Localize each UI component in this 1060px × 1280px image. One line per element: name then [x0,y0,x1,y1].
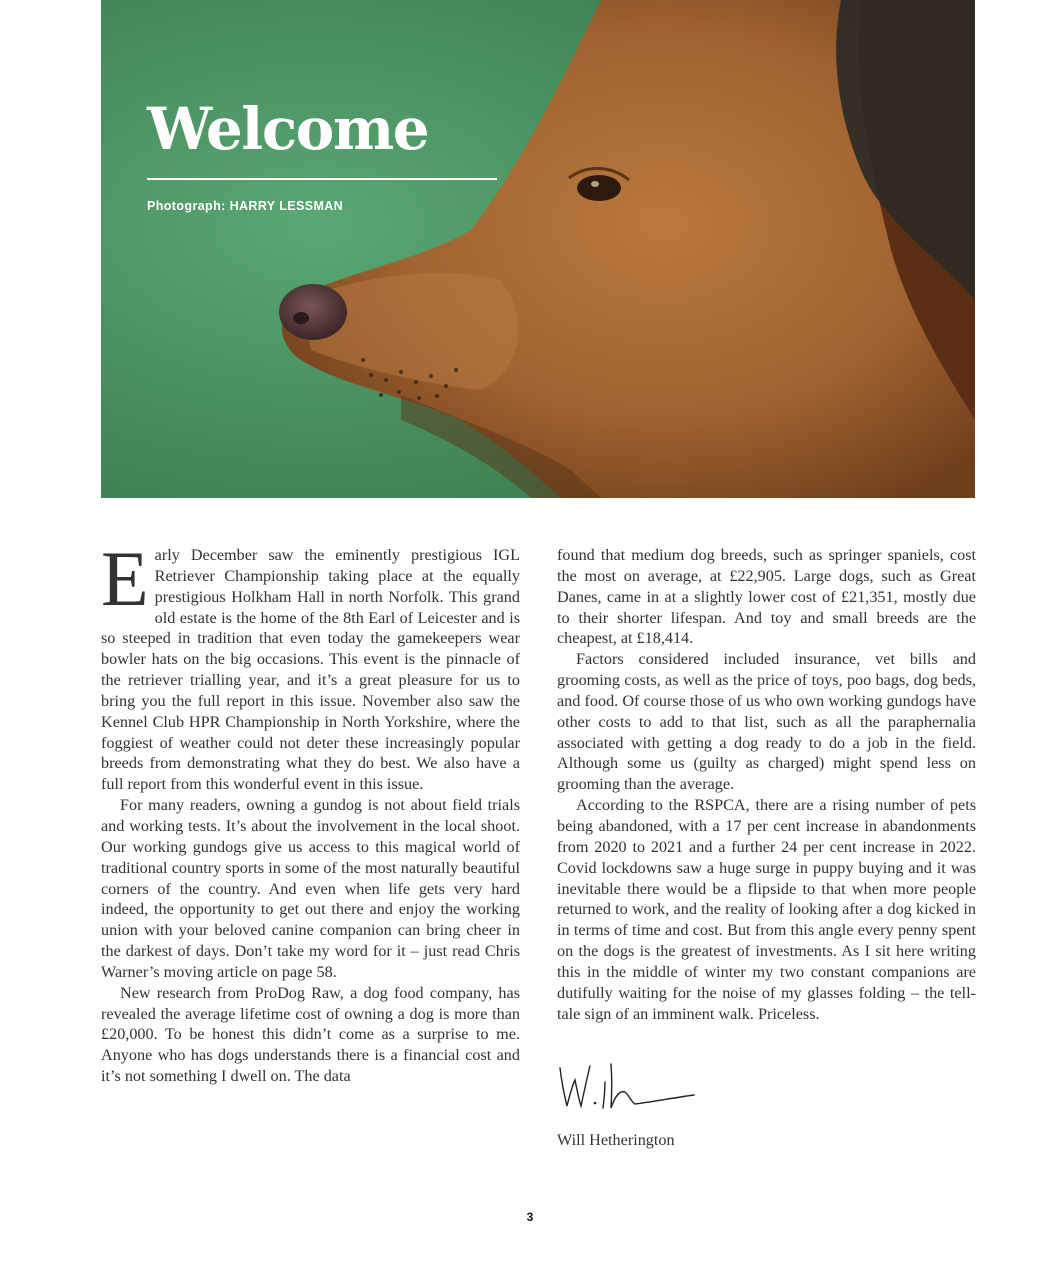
paragraph-2: For many readers, owning a gundog is not about field trials and working tests. It’s about the involvement in the local shoot. Our working gundogs give us access to this magical world of traditional country sports in some of the most naturally beautiful corners of the country. And even when life gets very hard indeed, the opportunity to get out there and enjoy the working union with your beloved canine companion can bring cheer in the darkest of days. Don’t take my word for it – just read Chris Warner’s moving article on page 58. [101,796,520,981]
dog-portrait-photo [101,0,975,498]
drop-cap: E [101,535,149,622]
handwritten-signature [557,1060,702,1115]
paragraph-4: found that medium dog breeds, such as springer spaniels, cost the most on average, at £22,905. Large dogs, such as Great Danes, came in at a slightly lower cost of £21,351, mostly due to their shorter lifespan. And toy and small breeds are the cheapest, at £18,414. [557,546,976,648]
title-underline [147,178,497,180]
photo-credit: Photograph: HARRY LESSMAN [147,199,344,213]
page-title: Welcome [147,95,429,163]
article-column-right [557,545,976,1024]
paragraph-3: New research from ProDog Raw, a dog food company, has revealed the average lifetime cost of owning a dog is more than £20,000. To be honest this didn’t come as a surprise to me. Anyone who has dogs understands there is a financial cost and it’s not something I dwell on. The data [101,983,520,1086]
paragraph-6: According to the RSPCA, there are a rising number of pets being abandoned, with a 17 per cent increase in abandonments from 2020 to 2021 and a further 24 per cent increase in 2022. Covid lockdowns saw a huge surge in puppy buying and it was inevitable there would be a flipside to that when more people returned to work, and the reality of looking after a dog kicked in in terms of time and cost. But from this angle every penny spent on the dogs is the greatest of investments. As I sit here writing this in the middle of winter my two constant companions are dutifully waiting for the noise of my glasses folding – the tell-tale sign of an imminent walk. Priceless. [557,796,976,1023]
paragraph-1: Early December saw the eminently prestigious IGL Retriever Championship taking place at the equally prestigious Holkham Hall in north Norfolk. This grand old estate is the home of the 8th Earl of Leicester and is so steeped in tradition that even today the gamekeepers wear bowler hats on the big occasions. This event is the pinnacle of the retriever trialling year, and it’s a great pleasure for us to bring you the full report in this issue. November also saw the Kennel Club HPR Championship in North Yorkshire, where the foggiest of weather could not deter these increasingly popular breeds from demonstrating what they do best. We also have a full report from this wonderful event in this issue. [101,535,520,794]
paragraph-5: Factors considered included insurance, vet bills and grooming costs, as well as the price of toys, poo bags, dog beds, and food. Of course those of us who own working gundogs have other costs to add to that list, such as all the paraphernalia associated with getting a dog ready to do a job in the field. Although some us (guilty as charged) might spend less on grooming than the average. [557,650,976,794]
hero-photo [101,0,975,498]
page-number: 3 [526,1210,534,1224]
author-name: Will Hetherington [557,1131,675,1149]
article-column-left [101,535,520,1087]
